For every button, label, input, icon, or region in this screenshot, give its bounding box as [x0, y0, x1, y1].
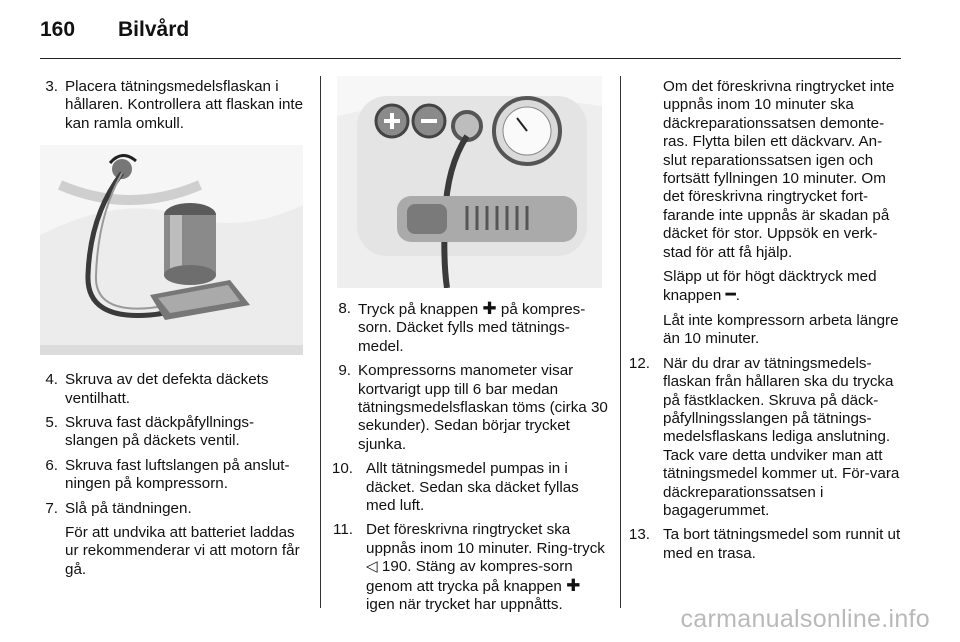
step-12: 12. När du drar av tätningsmedels-flaskan från hållaren ska du trycka på fästklacken. Skruva på däck-påfyllningsslangen på tätnings-medelsflaskans lediga anslutning. Tack vare detta undviker man att tätningsmedel kommer ut. För-vara däckreparationssatsen i bagagerummet. — [628, 354, 900, 519]
column-divider-1 — [320, 76, 321, 608]
step-13-text: Ta bort tätningsmedel som runnit ut med en trasa. — [663, 526, 901, 562]
step-6: 6. Skruva fast luftslangen på anslut-ningen på kompressorn. — [45, 456, 290, 493]
step-6-text: Skruva fast luftslangen på anslut-ningen på kompressorn. — [65, 456, 290, 493]
step-4-text: Skruva av det defekta däckets ventilhatt. — [65, 371, 269, 407]
column-divider-2 — [620, 76, 621, 608]
column-1 — [40, 78, 305, 585]
page-reference-icon: ◁ — [366, 558, 378, 576]
plus-button-icon: ✚ — [482, 299, 497, 318]
paragraph-pressure-not-reached: Om det föreskrivna ringtrycket inte uppnås inom 10 minuter ska däckreparationssatsen demonte-ras. Flytta bilen ett däckvarv. An-slut reparationssatsen igen och fortsätt fyllningen 10 minuter. Om det föreskrivna ringtrycket fort-farande inte uppnås är skadan på däcket för stor. Uppsök en verk-stad för att få hjälp. — [663, 78, 895, 261]
step-5-text: Skruva fast däckpåfyllnings-slangen på däckets ventil. — [65, 414, 255, 450]
step-8: 8. Tryck på knappen ✚ på kompres-sorn. Däcket fylls med tätnings-medel. — [338, 299, 586, 355]
section-title: Bilvård — [118, 18, 190, 41]
figure-compressor-illustration — [337, 76, 602, 288]
step-4: 4. Skruva av det defekta däckets ventilhatt. — [45, 371, 269, 407]
header-rule — [40, 58, 901, 59]
column-3 — [630, 78, 902, 569]
step-11: 11. Det föreskrivna ringtrycket ska uppnås inom 10 minuter. Ring-tryck ◁ 190. Stäng av kompres-sorn genom att trycka på knappen ✚ igen när trycket har uppnåtts. — [333, 521, 605, 614]
paragraph-release-pressure: Släpp ut för högt däcktryck med knappen ━. — [663, 268, 877, 305]
step-10-text: Allt tätningsmedel pumpas in i däcket. Sedan ska däcket fyllas med luft. — [366, 460, 579, 515]
step-10: 10. Allt tätningsmedel pumpas in i däcket. Sedan ska däcket fyllas med luft. — [331, 460, 579, 515]
step-7-text: Slå på tändningen. — [65, 499, 192, 517]
minus-button-icon: ━ — [725, 285, 736, 305]
step-3-text: Placera tätningsmedelsflaskan i hållaren. Kontrollera att flaskan inte kan ramla omkull. — [65, 78, 304, 132]
paragraph-compressor-limit: Låt inte kompressorn arbeta längre än 10 minuter. — [663, 311, 899, 348]
page-number: 160 — [40, 18, 76, 41]
step-12-text: När du drar av tätningsmedels-flaskan från hållaren ska du trycka på fästklacken. Skruva på däck-påfyllningsslangen på tätnings-medelsflaskans lediga anslutning. Tack vare detta undviker man att tätningsmedel kommer ut. För-vara däckreparationssatsen i bagagerummet. — [663, 354, 900, 519]
page-header — [40, 18, 189, 42]
column-2 — [333, 76, 608, 621]
figure-sealant-bottle-illustration — [40, 145, 303, 355]
step-9: 9. Kompressorns manometer visar kortvarigt upp till 6 bar medan tätningsmedelsflaskan töms (cirka 30 sekunder). Sedan börjar trycket sjunka. — [338, 362, 608, 453]
watermark: carmanualsonline.info — [680, 605, 930, 633]
step-7-note: För att undvika att batteriet laddas ur rekommenderar vi att motorn får gå. — [65, 524, 300, 578]
plus-button-icon: ✚ — [566, 575, 581, 595]
step-5: 5. Skruva fast däckpåfyllnings-slangen på däckets ventil. — [45, 414, 255, 450]
step-9-text: Kompressorns manometer visar kortvarigt upp till 6 bar medan tätningsmedelsflaskan töms (cirka 30 sekunder). Sedan börjar trycket sjunka. — [358, 362, 608, 453]
step-13: 13. Ta bort tätningsmedel som runnit ut med en trasa. — [628, 526, 901, 562]
step-7: 7. Slå på tändningen. — [45, 499, 192, 517]
step-3: 3. Placera tätningsmedelsflaskan i hållaren. Kontrollera att flaskan inte kan ramla omkull. — [45, 78, 304, 132]
